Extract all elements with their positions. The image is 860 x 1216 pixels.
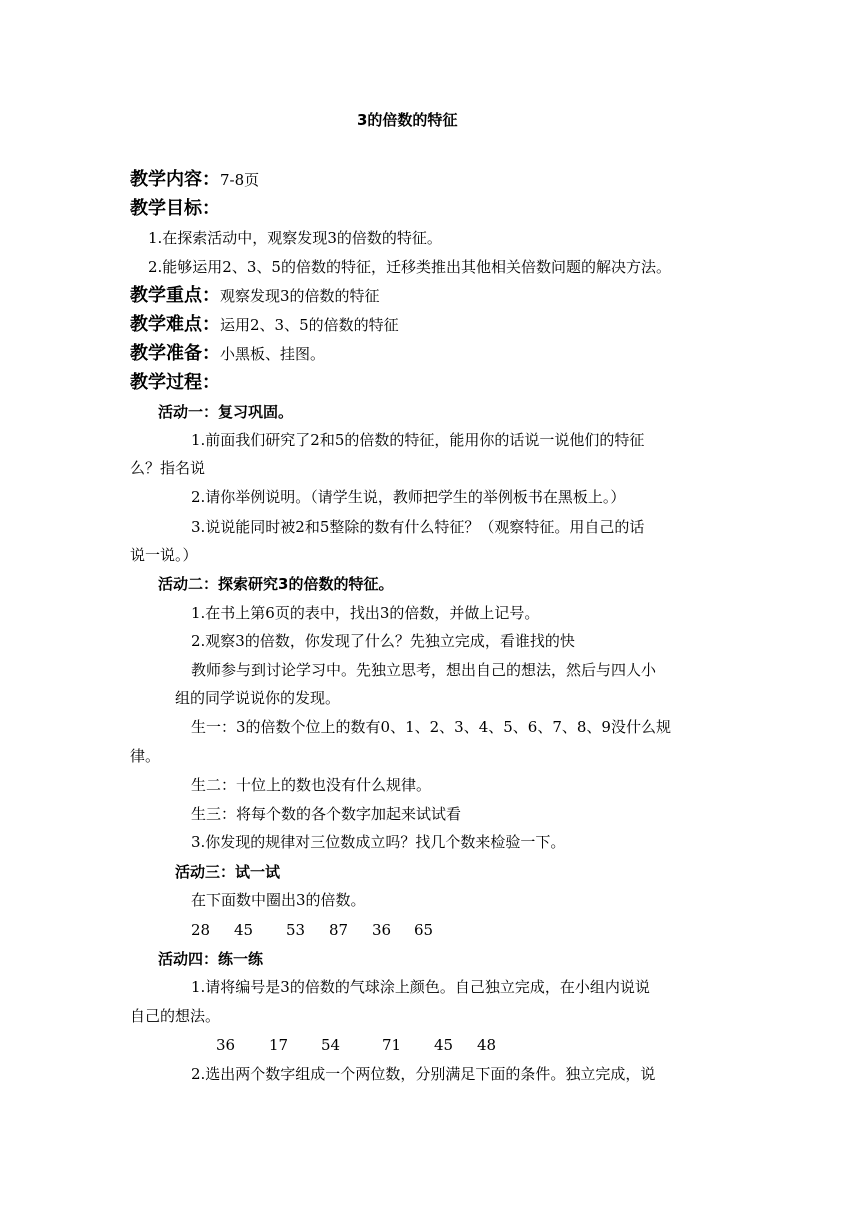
activity-3-instruction: 在下面数中圈出3的倍数。	[191, 891, 366, 909]
activity-2-line-7: 生二：十位上的数也没有什么规律。	[191, 776, 432, 794]
teaching-content	[130, 168, 259, 192]
teaching-difficulty-value: 运用2、3、5的倍数的特征	[220, 316, 399, 334]
activity-3-number: 65	[414, 921, 434, 939]
activity-3-number: 28	[191, 921, 211, 939]
teaching-goals-label: 教学目标：	[130, 198, 220, 219]
activity-4-title: 活动四：练一练	[158, 950, 264, 968]
activity-2-line-3: 教师参与到讨论学习中。先独立思考，想出自己的想法，然后与四人小	[191, 661, 657, 679]
activity-4-number: 71	[382, 1036, 402, 1054]
teaching-preparation	[130, 342, 325, 366]
goal-item-2: 2.能够运用2、3、5的倍数的特征，迁移类推出其他相关倍数问题的解决方法。	[148, 258, 671, 276]
teaching-key	[130, 284, 380, 308]
goal-item-1: 1.在探索活动中，观察发现3的倍数的特征。	[148, 229, 442, 247]
activity-1-line-5: 说一说。）	[130, 546, 198, 564]
teaching-preparation-label: 教学准备：	[130, 343, 220, 364]
activity-2-line-4: 组的同学说说你的发现。	[175, 689, 341, 707]
teaching-difficulty	[130, 313, 399, 337]
activity-3-number: 53	[286, 921, 306, 939]
activity-4-line-2: 自己的想法。	[130, 1007, 221, 1025]
activity-3-title: 活动三：试一试	[175, 863, 281, 881]
activity-3-number: 87	[329, 921, 349, 939]
activity-4-number: 17	[269, 1036, 289, 1054]
activity-1-line-2: 么？指名说	[130, 459, 206, 477]
activity-4-number: 48	[477, 1036, 497, 1054]
teaching-preparation-value: 小黑板、挂图。	[220, 345, 326, 363]
teaching-process-label: 教学过程：	[130, 372, 220, 393]
teaching-difficulty-label: 教学难点：	[130, 314, 220, 335]
activity-1-title: 活动一：复习巩固。	[158, 403, 294, 421]
activity-4-number: 54	[321, 1036, 341, 1054]
activity-4-last-line: 2.选出两个数字组成一个两位数，分别满足下面的条件。独立完成，说	[191, 1065, 656, 1083]
activity-2-line-8: 生三：将每个数的各个数字加起来试试看	[191, 805, 462, 823]
activity-4-number: 36	[216, 1036, 236, 1054]
teaching-content-value: 7-8页	[220, 171, 260, 189]
activity-4-line-1: 1.请将编号是3的倍数的气球涂上颜色。自己独立完成，在小组内说说	[191, 978, 650, 996]
activity-1-line-4: 3.说说能同时被2和5整除的数有什么特征？（观察特征。用自己的话	[191, 518, 645, 536]
activity-2-line-2: 2.观察3的倍数，你发现了什么？先独立完成，看谁找的快	[191, 632, 575, 650]
activity-2-line-1: 1.在书上第6页的表中，找出3的倍数，并做上记号。	[191, 604, 540, 622]
activity-2-title: 活动二：探索研究3的倍数的特征。	[158, 575, 394, 593]
activity-4-number: 45	[434, 1036, 454, 1054]
activity-2-line-5: 生一：3的倍数个位上的数有0、1、2、3、4、5、6、7、8、9没什么规	[191, 718, 671, 736]
page-title: 3的倍数的特征	[357, 111, 458, 129]
activity-3-number: 36	[372, 921, 392, 939]
activity-1-line-3: 2.请你举例说明。（请学生说，教师把学生的举例板书在黑板上。）	[191, 488, 626, 506]
teaching-key-label: 教学重点：	[130, 285, 220, 306]
activity-2-line-9: 3.你发现的规律对三位数成立吗？找几个数来检验一下。	[191, 833, 566, 851]
activity-1-line-1: 1.前面我们研究了2和5的倍数的特征，能用你的话说一说他们的特征	[191, 431, 645, 449]
activity-3-number: 45	[234, 921, 254, 939]
teaching-key-value: 观察发现3的倍数的特征	[220, 287, 380, 305]
teaching-content-label: 教学内容：	[130, 169, 220, 190]
activity-2-line-6: 律。	[130, 747, 161, 765]
